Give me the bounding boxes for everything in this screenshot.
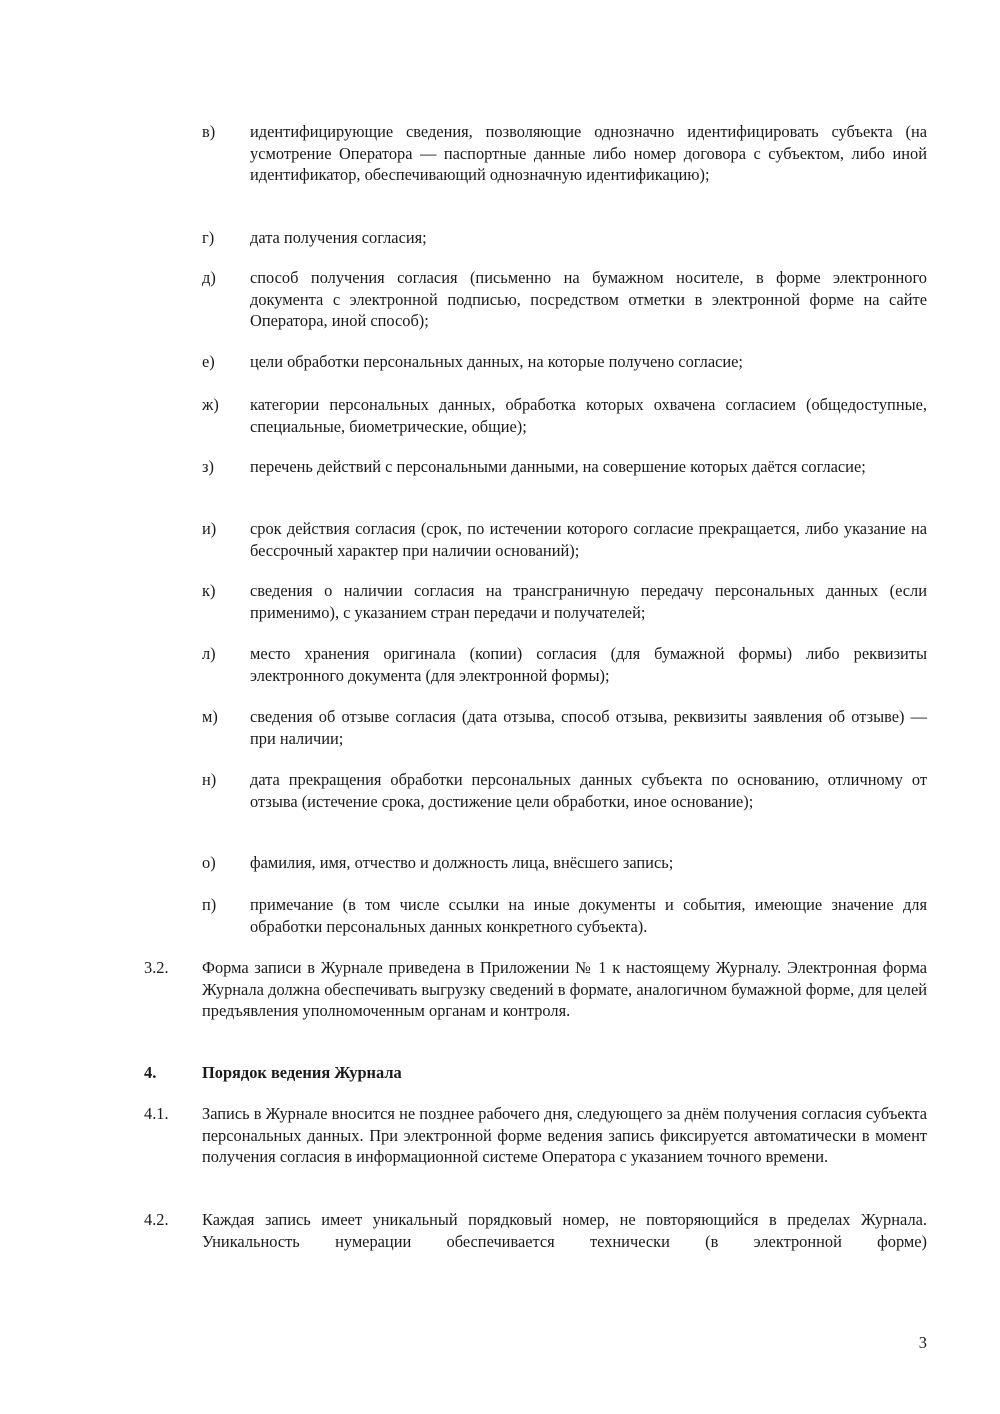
list-marker: о) xyxy=(202,853,216,872)
list-marker: и) xyxy=(202,519,217,538)
list-marker: ж) xyxy=(202,395,219,414)
clause-4-1 xyxy=(144,1103,927,1168)
section-number: 4. xyxy=(144,1063,157,1082)
list-item-i xyxy=(202,518,927,561)
clause-text: Каждая запись имеет уникальный порядковый номер, не повторяющийся в пределах Журнала. Уникальность нумерации обеспечивается технически (в электронной форме) xyxy=(202,1210,927,1251)
page-number: 3 xyxy=(918,1333,927,1352)
clause-3-2 xyxy=(144,957,927,1022)
list-item-zh xyxy=(202,394,927,437)
list-item-text: категории персональных данных, обработка которых охвачена согласием (общедоступные, специальные, биометрические, общие); xyxy=(250,395,927,436)
list-item-text: цели обработки персональных данных, на которые получено согласие; xyxy=(250,352,743,371)
list-marker: д) xyxy=(202,268,216,287)
list-item-k xyxy=(202,580,927,623)
list-item-text: дата получения согласия; xyxy=(250,228,427,247)
clause-number: 4.2. xyxy=(144,1210,169,1229)
list-marker: л) xyxy=(202,644,216,663)
list-marker: м) xyxy=(202,707,218,726)
list-marker: в) xyxy=(202,122,216,141)
list-item-g xyxy=(202,227,927,249)
list-item-d xyxy=(202,267,927,332)
list-item-text: перечень действий с персональными данными, на совершение которых даётся согласие; xyxy=(250,457,866,476)
section-4-heading xyxy=(144,1062,927,1084)
clause-text: Форма записи в Журнале приведена в Приложении № 1 к настоящему Журналу. Электронная форма Журнала должна обеспечивать выгрузку сведений в формате, аналогичном бумажной форме, для целей предъявления уполномоченным органам и контроля. xyxy=(202,958,927,1020)
list-item-text: фамилия, имя, отчество и должность лица, внёсшего запись; xyxy=(250,853,674,872)
list-marker: п) xyxy=(202,895,217,914)
list-item-text: способ получения согласия (письменно на бумажном носителе, в форме электронного документа с электронной подписью, посредством отметки в электронной форме на сайте Оператора, иной способ); xyxy=(250,268,927,330)
list-item-text: идентифицирующие сведения, позволяющие однозначно идентифицировать субъекта (на усмотрение Оператора — паспортные данные либо номер договора с субъектом, либо иной идентификатор, обеспечивающий однозначную идентификацию); xyxy=(250,122,927,184)
list-marker: е) xyxy=(202,352,215,371)
list-item-text: дата прекращения обработки персональных данных субъекта по основанию, отличному от отзыва (истечение срока, достижение цели обработки, иное основание); xyxy=(250,770,927,811)
list-item-e xyxy=(202,351,927,373)
clause-4-2 xyxy=(144,1209,927,1252)
list-item-v xyxy=(202,121,927,186)
clause-text: Запись в Журнале вносится не позднее рабочего дня, следующего за днём получения согласия субъекта персональных данных. При электронной форме ведения запись фиксируется автоматически в момент получения согласия в информационной системе Оператора с указанием точного времени. xyxy=(202,1104,927,1166)
list-item-m xyxy=(202,706,927,749)
list-item-o xyxy=(202,852,927,874)
list-item-text: сведения о наличии согласия на трансграничную передачу персональных данных (если применимо), с указанием стран передачи и получателей; xyxy=(250,581,927,622)
list-item-l xyxy=(202,643,927,686)
list-item-z xyxy=(202,456,927,478)
list-item-text: примечание (в том числе ссылки на иные документы и события, имеющие значение для обработки персональных данных конкретного субъекта). xyxy=(250,895,927,936)
list-item-text: срок действия согласия (срок, по истечении которого согласие прекращается, либо указание на бессрочный характер при наличии оснований); xyxy=(250,519,927,560)
list-item-text: сведения об отзыве согласия (дата отзыва, способ отзыва, реквизиты заявления об отзыве) — при наличии; xyxy=(250,707,927,748)
section-title: Порядок ведения Журнала xyxy=(202,1063,402,1082)
list-item-n xyxy=(202,769,927,812)
list-item-text: место хранения оригинала (копии) согласия (для бумажной формы) либо реквизиты электронного документа (для электронной формы); xyxy=(250,644,927,685)
list-item-p xyxy=(202,894,927,937)
list-marker: к) xyxy=(202,581,216,600)
list-marker: з) xyxy=(202,457,214,476)
list-marker: н) xyxy=(202,770,217,789)
clause-number: 4.1. xyxy=(144,1104,169,1123)
list-marker: г) xyxy=(202,228,215,247)
clause-number: 3.2. xyxy=(144,958,169,977)
